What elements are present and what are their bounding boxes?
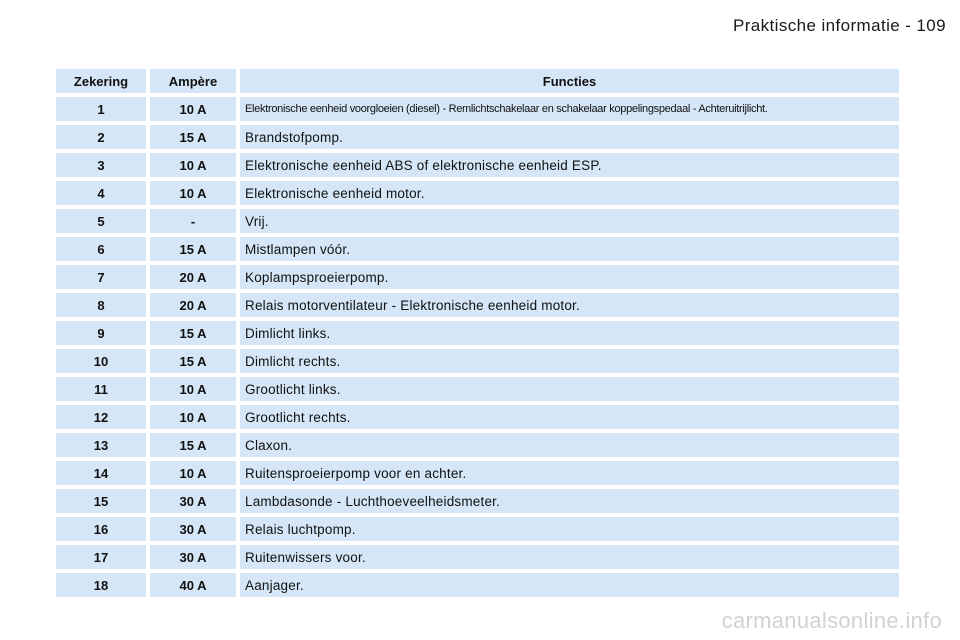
function-cell: Ruitenwissers voor.: [240, 545, 899, 569]
fuse-table: [52, 65, 903, 601]
table-row: [56, 573, 899, 597]
fuse-number-cell: 18: [56, 573, 146, 597]
column-header-functions: Functies: [240, 69, 899, 93]
ampere-cell: 10 A: [150, 377, 236, 401]
function-cell: Mistlampen vóór.: [240, 237, 899, 261]
fuse-number-cell: 10: [56, 349, 146, 373]
fuse-number-cell: 4: [56, 181, 146, 205]
fuse-number-cell: 9: [56, 321, 146, 345]
function-cell: Claxon.: [240, 433, 899, 457]
table-row: [56, 349, 899, 373]
fuse-number-cell: 13: [56, 433, 146, 457]
ampere-cell: 15 A: [150, 321, 236, 345]
fuse-number-cell: 2: [56, 125, 146, 149]
function-cell: Elektronische eenheid motor.: [240, 181, 899, 205]
ampere-cell: 30 A: [150, 489, 236, 513]
column-header-fuse: Zekering: [56, 69, 146, 93]
page-title: Praktische informatie - 109: [733, 16, 946, 35]
ampere-cell: 20 A: [150, 265, 236, 289]
function-cell: Vrij.: [240, 209, 899, 233]
table-row: [56, 265, 899, 289]
ampere-cell: 30 A: [150, 545, 236, 569]
fuse-table-body: [56, 97, 899, 597]
ampere-cell: 10 A: [150, 97, 236, 121]
function-cell: Elektronische eenheid ABS of elektronische eenheid ESP.: [240, 153, 899, 177]
function-cell: Aanjager.: [240, 573, 899, 597]
function-cell: Grootlicht links.: [240, 377, 899, 401]
fuse-number-cell: 11: [56, 377, 146, 401]
table-row: [56, 545, 899, 569]
table-row: [56, 517, 899, 541]
ampere-cell: 10 A: [150, 405, 236, 429]
ampere-cell: 15 A: [150, 433, 236, 457]
table-header-row: [56, 69, 899, 93]
ampere-cell: -: [150, 209, 236, 233]
fuse-number-cell: 6: [56, 237, 146, 261]
fuse-number-cell: 8: [56, 293, 146, 317]
table-row: [56, 97, 899, 121]
ampere-cell: 40 A: [150, 573, 236, 597]
ampere-cell: 10 A: [150, 181, 236, 205]
function-cell: Relais luchtpomp.: [240, 517, 899, 541]
table-row: [56, 209, 899, 233]
table-row: [56, 405, 899, 429]
fuse-number-cell: 1: [56, 97, 146, 121]
function-cell: Elektronische eenheid voorgloeien (diesel) - Remlichtschakelaar en schakelaar koppelingspedaal - Achteruitrijlicht.: [240, 97, 899, 121]
fuse-number-cell: 16: [56, 517, 146, 541]
table-row: [56, 153, 899, 177]
function-cell: Koplampsproeierpomp.: [240, 265, 899, 289]
fuse-number-cell: 12: [56, 405, 146, 429]
function-cell: Dimlicht rechts.: [240, 349, 899, 373]
function-cell: Brandstofpomp.: [240, 125, 899, 149]
function-cell: Grootlicht rechts.: [240, 405, 899, 429]
ampere-cell: 30 A: [150, 517, 236, 541]
function-cell: Dimlicht links.: [240, 321, 899, 345]
ampere-cell: 15 A: [150, 349, 236, 373]
ampere-cell: 15 A: [150, 125, 236, 149]
table-row: [56, 461, 899, 485]
function-cell: Ruitensproeierpomp voor en achter.: [240, 461, 899, 485]
table-row: [56, 321, 899, 345]
watermark: carmanualsonline.info: [721, 608, 942, 633]
table-row: [56, 181, 899, 205]
ampere-cell: 10 A: [150, 461, 236, 485]
table-row: [56, 489, 899, 513]
table-row: [56, 237, 899, 261]
table-row: [56, 377, 899, 401]
table-row: [56, 293, 899, 317]
column-header-ampere: Ampère: [150, 69, 236, 93]
fuse-number-cell: 3: [56, 153, 146, 177]
ampere-cell: 15 A: [150, 237, 236, 261]
fuse-number-cell: 5: [56, 209, 146, 233]
ampere-cell: 20 A: [150, 293, 236, 317]
function-cell: Relais motorventilateur - Elektronische eenheid motor.: [240, 293, 899, 317]
fuse-number-cell: 17: [56, 545, 146, 569]
table-row: [56, 433, 899, 457]
ampere-cell: 10 A: [150, 153, 236, 177]
fuse-number-cell: 15: [56, 489, 146, 513]
function-cell: Lambdasonde - Luchthoeveelheidsmeter.: [240, 489, 899, 513]
fuse-number-cell: 14: [56, 461, 146, 485]
fuse-number-cell: 7: [56, 265, 146, 289]
table-row: [56, 125, 899, 149]
